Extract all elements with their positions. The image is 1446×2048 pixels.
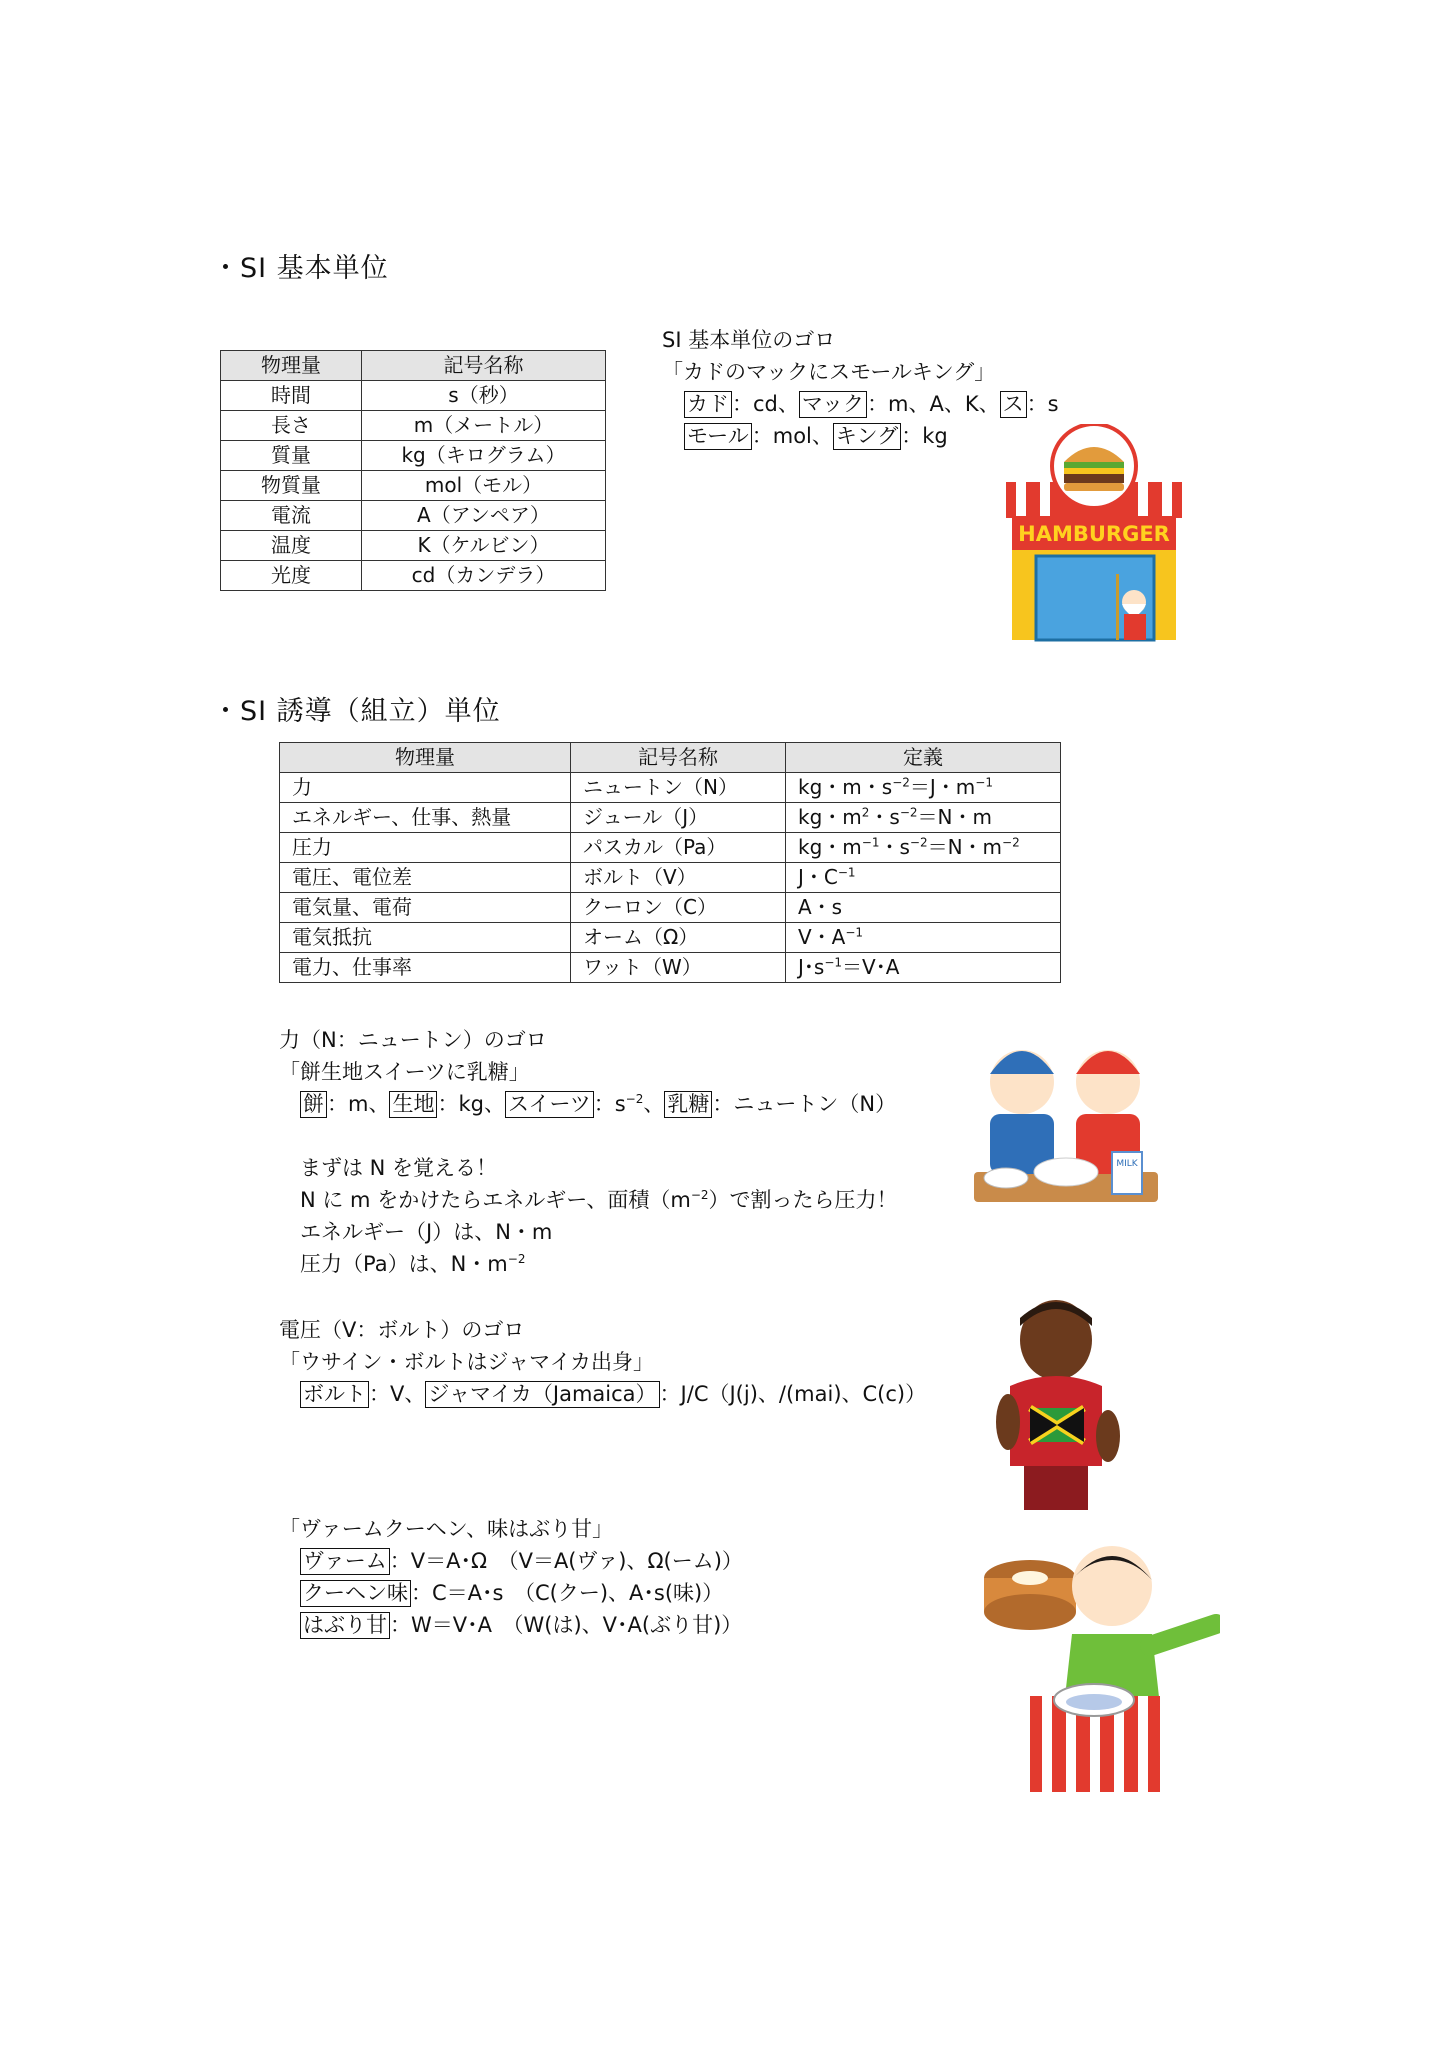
keyword-box: 生地 xyxy=(389,1091,437,1118)
goro-phrase-base: 「カドのマックにスモールキング」 xyxy=(662,360,996,384)
definition-text: A・s xyxy=(798,895,843,919)
definition-text: J・C xyxy=(798,865,838,889)
goro-text: ：mol、 xyxy=(751,424,833,448)
unit-cell: cd（カンデラ） xyxy=(362,561,606,591)
keyword-box: ヴァーム xyxy=(300,1548,390,1575)
unit-cell: ニュートン（N） xyxy=(571,773,786,803)
unit-cell: kg（キログラム） xyxy=(362,441,606,471)
column-header: 記号名称 xyxy=(362,351,606,381)
exponent: 2 xyxy=(861,805,870,820)
table-row xyxy=(280,923,1061,953)
table-row xyxy=(280,803,1061,833)
runner-jamaica-icon xyxy=(990,1296,1124,1510)
definition-text: ・s xyxy=(879,835,910,859)
goro-text: エネルギー（J）は、N・m xyxy=(300,1220,553,1244)
unit-cell: クーロン（C） xyxy=(571,893,786,923)
goro-line xyxy=(684,420,948,452)
definition-text: V・A xyxy=(798,925,846,949)
quantity-cell: 電流 xyxy=(221,501,362,531)
table-row xyxy=(280,833,1061,863)
goro-note xyxy=(300,1248,525,1280)
unit-cell: s（秒） xyxy=(362,381,606,411)
quantity-cell: 質量 xyxy=(221,441,362,471)
goro-title-volt: 電圧（V：ボルト）のゴロ xyxy=(279,1318,525,1342)
definition-cell xyxy=(786,803,1061,833)
baumkuchen-boy-icon xyxy=(984,1536,1220,1792)
goro-text: ：kg、 xyxy=(437,1092,505,1116)
exponent: −2 xyxy=(625,1092,644,1106)
goro-text: ：m、 xyxy=(327,1092,390,1116)
goro-phrase-watt: 「ヴァームクーヘン、味はぶり甘」 xyxy=(279,1517,614,1541)
definition-cell xyxy=(786,953,1061,983)
table-row xyxy=(280,773,1061,803)
quantity-cell: 時間 xyxy=(221,381,362,411)
definition-text: ＝N・m xyxy=(917,805,992,829)
keyword-box: キング xyxy=(833,423,901,450)
goro-text: ：m、A、K、 xyxy=(867,392,1000,416)
table-row xyxy=(221,411,606,441)
shop-sign-text: HAMBURGER xyxy=(1018,522,1170,546)
exponent: −2 xyxy=(909,835,928,850)
unit-cell: m（メートル） xyxy=(362,411,606,441)
goro-text: ：C＝A･s （C(クー)、A･s(味)） xyxy=(411,1581,724,1605)
unit-cell: オーム（Ω） xyxy=(571,923,786,953)
section-heading-si-base: ・SI 基本単位 xyxy=(212,253,389,284)
goro-title-base: SI 基本単位のゴロ xyxy=(662,328,836,352)
quantity-cell: 長さ xyxy=(221,411,362,441)
unit-cell: ジュール（J） xyxy=(571,803,786,833)
keyword-box: 乳糖 xyxy=(664,1091,712,1118)
table-row xyxy=(221,441,606,471)
unit-cell: mol（モル） xyxy=(362,471,606,501)
table-row xyxy=(221,381,606,411)
unit-cell: パスカル（Pa） xyxy=(571,833,786,863)
table-row xyxy=(221,561,606,591)
keyword-box: マック xyxy=(799,391,867,418)
mochi-making-icon xyxy=(974,1024,1158,1210)
exponent: −2 xyxy=(507,1252,526,1266)
goro-text: ：kg xyxy=(901,424,948,448)
goro-text: 圧力（Pa）は、N・m xyxy=(300,1252,508,1276)
quantity-cell: 電気量、電荷 xyxy=(280,893,571,923)
hamburger-shop-icon xyxy=(1006,424,1182,642)
quantity-cell: 光度 xyxy=(221,561,362,591)
quantity-cell: 電圧、電位差 xyxy=(280,863,571,893)
goro-text: まずは N を覚える！ xyxy=(300,1156,498,1180)
exponent: −1 xyxy=(824,955,843,970)
table-header-row xyxy=(280,743,1061,773)
table-row xyxy=(221,471,606,501)
goro-text: ：s xyxy=(1026,392,1059,416)
definition-text: kg・m xyxy=(798,835,862,859)
column-header: 定義 xyxy=(786,743,1061,773)
table-row xyxy=(221,501,606,531)
definition-text: ＝J・m xyxy=(909,775,976,799)
goro-text: 、 xyxy=(643,1092,665,1116)
goro-text: ：V＝A･Ω （V＝A(ヴァ)、Ω(ーム)） xyxy=(389,1549,743,1573)
goro-text: ：W＝V･A （W(は)、V･A(ぶり甘)） xyxy=(390,1613,743,1637)
goro-text: N に m をかけたらエネルギー、面積（m xyxy=(300,1188,691,1212)
goro-note xyxy=(300,1184,898,1216)
goro-line xyxy=(300,1609,742,1641)
quantity-cell: 電気抵抗 xyxy=(280,923,571,953)
keyword-box: 餅 xyxy=(300,1091,327,1118)
goro-line xyxy=(300,1545,743,1577)
keyword-box: はぶり甘 xyxy=(300,1612,390,1639)
table-row xyxy=(221,531,606,561)
goro-note xyxy=(300,1216,552,1248)
column-header: 記号名称 xyxy=(571,743,786,773)
exponent: −2 xyxy=(690,1188,709,1202)
goro-note xyxy=(300,1152,497,1184)
goro-line xyxy=(684,388,1059,420)
exponent: −1 xyxy=(861,835,880,850)
definition-text: J･s xyxy=(798,955,825,979)
quantity-cell: 物質量 xyxy=(221,471,362,501)
definition-cell xyxy=(786,893,1061,923)
keyword-box: モール xyxy=(684,423,752,450)
table-row xyxy=(280,863,1061,893)
unit-cell: A（アンペア） xyxy=(362,501,606,531)
quantity-cell: 力 xyxy=(280,773,571,803)
section-heading-si-derived: ・SI 誘導（組立）単位 xyxy=(212,696,501,727)
goro-text: ：J/C（J(j)、/(mai)、C(c)） xyxy=(659,1382,927,1406)
exponent: −1 xyxy=(975,775,993,790)
keyword-box: カド xyxy=(684,391,732,418)
definition-cell xyxy=(786,863,1061,893)
si-derived-table xyxy=(279,742,1061,983)
exponent: −1 xyxy=(845,925,864,940)
si-base-table xyxy=(220,350,606,591)
exponent: −2 xyxy=(899,805,918,820)
definition-cell xyxy=(786,923,1061,953)
keyword-box: スイーツ xyxy=(505,1091,594,1118)
goro-text: ：V、 xyxy=(369,1382,426,1406)
goro-text: ：s xyxy=(593,1092,626,1116)
goro-phrase-volt: 「ウサイン・ボルトはジャマイカ出身」 xyxy=(279,1350,655,1374)
quantity-cell: 圧力 xyxy=(280,833,571,863)
goro-phrase-newton: 「餅生地スイーツに乳糖」 xyxy=(279,1060,530,1084)
table-row xyxy=(280,953,1061,983)
column-header: 物理量 xyxy=(221,351,362,381)
keyword-box: ス xyxy=(1000,391,1027,418)
definition-text: kg・m・s xyxy=(798,775,893,799)
definition-text: ・s xyxy=(869,805,900,829)
definition-cell xyxy=(786,833,1061,863)
exponent: −2 xyxy=(1002,835,1020,850)
goro-line xyxy=(300,1577,723,1609)
goro-line xyxy=(300,1378,926,1410)
table-row xyxy=(280,893,1061,923)
keyword-box: クーヘン味 xyxy=(300,1580,411,1607)
goro-text: ：cd、 xyxy=(732,392,799,416)
quantity-cell: 電力、仕事率 xyxy=(280,953,571,983)
definition-cell xyxy=(786,773,1061,803)
keyword-box: ボルト xyxy=(300,1381,369,1408)
goro-title-newton: 力（N：ニュートン）のゴロ xyxy=(279,1028,547,1052)
milk-label: MILK xyxy=(1116,1159,1138,1169)
exponent: −1 xyxy=(837,865,856,880)
goro-text: ）で割ったら圧力！ xyxy=(708,1188,898,1212)
unit-cell: K（ケルビン） xyxy=(362,531,606,561)
goro-line xyxy=(300,1088,896,1120)
goro-text: ：ニュートン（N） xyxy=(712,1092,897,1116)
definition-text: kg・m xyxy=(798,805,862,829)
unit-cell: ボルト（V） xyxy=(571,863,786,893)
quantity-cell: 温度 xyxy=(221,531,362,561)
definition-text: ＝N・m xyxy=(927,835,1003,859)
exponent: −2 xyxy=(892,775,910,790)
definition-text: ＝V･A xyxy=(842,955,900,979)
unit-cell: ワット（W） xyxy=(571,953,786,983)
table-header-row xyxy=(221,351,606,381)
quantity-cell: エネルギー、仕事、熱量 xyxy=(280,803,571,833)
keyword-box: ジャマイカ（Jamaica） xyxy=(425,1381,659,1408)
column-header: 物理量 xyxy=(280,743,571,773)
